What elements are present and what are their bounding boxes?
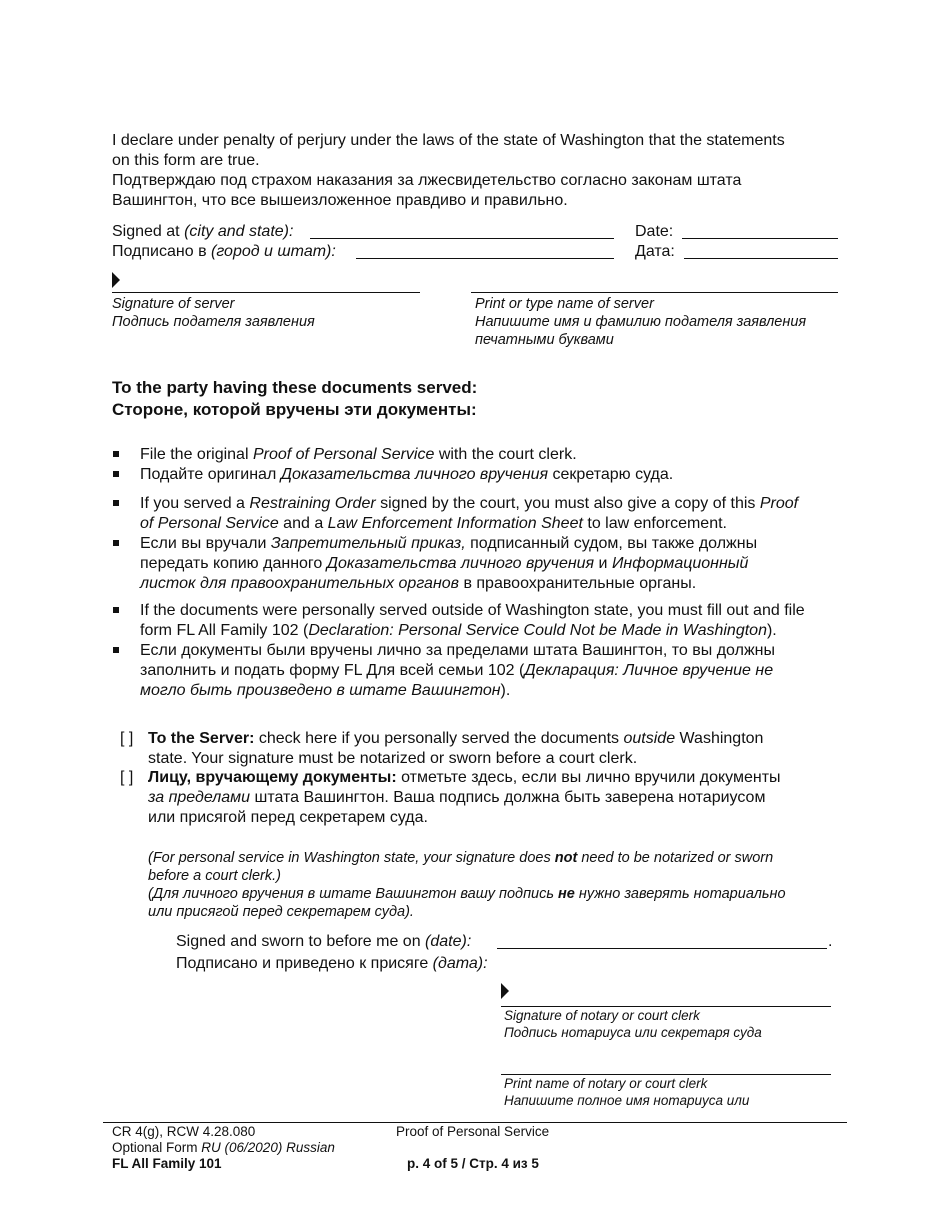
sworn-ru-label: Подписано и приведено к присяге (дата):: [176, 955, 488, 972]
bullet-6-line-1: Если документы были вручены лично за пределами штата Вашингтон, то вы должны: [140, 642, 775, 659]
bullet-2: Подайте оригинал Доказательства личного вручения секретарю суда.: [140, 466, 674, 483]
declaration-en-line-2: on this form are true.: [112, 152, 260, 169]
bullet-6-line-3: могло быть произведено в штате Вашингтон).: [140, 682, 511, 699]
bullet-icon: [113, 471, 119, 477]
date-ru-label: Дата:: [635, 243, 675, 260]
footer-divider: [103, 1122, 847, 1123]
signed-at-field[interactable]: [310, 222, 614, 239]
bullet-icon: [113, 451, 119, 457]
server-name-line[interactable]: [471, 276, 838, 293]
footer-form-id: FL All Family 101: [112, 1156, 222, 1171]
bullet-icon: [113, 607, 119, 613]
bullet-5-line-1: If the documents were personally served outside of Washington state, you must fill out and file: [140, 602, 805, 619]
signed-at-ru-field[interactable]: [356, 242, 614, 259]
bullet-5-line-2: form FL All Family 102 (Declaration: Personal Service Could Not be Made in Washington).: [140, 622, 777, 639]
bullet-3-line-2: of Personal Service and a Law Enforcement Information Sheet to law enforcement.: [140, 515, 727, 532]
server-signature-label-ru: Подпись подателя заявления: [112, 314, 315, 330]
bullet-icon: [113, 647, 119, 653]
sworn-en-label: Signed and sworn to before me on (date):: [176, 933, 472, 950]
notary-name-label-en: Print name of notary or court clerk: [504, 1076, 708, 1091]
bullet-4-line-2: передать копию данного Доказательства личного вручения и Информационный: [140, 555, 749, 572]
note-ru-line-2: или присягой перед секретарем суда).: [148, 904, 414, 920]
notary-name-line[interactable]: [501, 1058, 831, 1075]
server-checkbox-en-text-1: To the Server: check here if you personally served the documents outside Washington: [148, 730, 764, 747]
notary-name-label-ru: Напишите полное имя нотариуса или: [504, 1093, 750, 1108]
signed-at-ru-label: Подписано в (город и штат):: [112, 243, 336, 260]
date-ru-field[interactable]: [684, 242, 838, 259]
server-checkbox-ru-text-3: или присягой перед секретарем суда.: [148, 809, 428, 826]
server-name-label-en: Print or type name of server: [475, 296, 654, 312]
server-checkbox-ru[interactable]: [ ]: [120, 769, 134, 786]
server-name-label-ru-1: Напишите имя и фамилию подателя заявления: [475, 314, 807, 330]
bullet-3-line-1: If you served a Restraining Order signed by the court, you must also give a copy of this Proof: [140, 495, 799, 512]
bullet-icon: [113, 500, 119, 506]
notary-signature-label-en: Signature of notary or court clerk: [504, 1008, 700, 1023]
server-checkbox-en[interactable]: [ ]: [120, 730, 134, 747]
server-checkbox-en-text-2: state. Your signature must be notarized or sworn before a court clerk.: [148, 750, 638, 767]
bullet-icon: [113, 540, 119, 546]
note-en-line-2: before a court clerk.): [148, 868, 281, 884]
date-en-label: Date:: [635, 223, 674, 240]
footer-rule: CR 4(g), RCW 4.28.080: [112, 1124, 256, 1139]
declaration-en-line-1: I declare under penalty of perjury under the laws of the state of Washington that the statements: [112, 132, 785, 149]
bullet-1: File the original Proof of Personal Service with the court clerk.: [140, 446, 577, 463]
declaration-ru-line-2: Вашингтон, что все вышеизложенное правдиво и правильно.: [112, 192, 568, 209]
bullet-4-line-3: листок для правоохранительных органов в правоохранительные органы.: [140, 575, 697, 592]
declaration-ru-line-1: Подтверждаю под страхом наказания за лжесвидетельство согласно законам штата: [112, 172, 742, 189]
party-heading-en: To the party having these documents served:: [112, 378, 478, 397]
footer-title: Proof of Personal Service: [396, 1124, 550, 1139]
server-signature-line[interactable]: [112, 276, 420, 293]
server-name-label-ru-2: печатными буквами: [475, 332, 614, 348]
note-en-line-1: (For personal service in Washington state, your signature does not need to be notarized or sworn: [148, 850, 774, 866]
date-field[interactable]: [682, 222, 838, 239]
bullet-4-line-1: Если вы вручали Запретительный приказ, подписанный судом, вы также должны: [140, 535, 758, 552]
notary-signature-label-ru: Подпись нотариуса или секретаря суда: [504, 1025, 762, 1040]
server-signature-label-en: Signature of server: [112, 296, 235, 312]
note-ru-line-1: (Для личного вручения в штате Вашингтон вашу подпись не нужно заверять нотариально: [148, 886, 786, 902]
footer-optional-form: Optional Form RU (06/2020) Russian: [112, 1140, 335, 1155]
signed-at-en-label: Signed at (city and state):: [112, 223, 294, 240]
sworn-end-period: .: [828, 933, 833, 950]
server-checkbox-ru-text-1: Лицу, вручающему документы: отметьте здесь, если вы лично вручили документы: [148, 769, 781, 786]
notary-signature-line[interactable]: [501, 990, 831, 1007]
server-checkbox-ru-text-2: за пределами штата Вашингтон. Ваша подпись должна быть заверена нотариусом: [148, 789, 766, 806]
footer-page-number: p. 4 of 5 / Стр. 4 из 5: [407, 1156, 539, 1171]
bullet-6-line-2: заполнить и подать форму FL Для всей семьи 102 (Декларация: Личное вручение не: [140, 662, 774, 679]
party-heading-ru: Стороне, которой вручены эти документы:: [112, 400, 477, 419]
sworn-date-field[interactable]: [497, 932, 827, 949]
